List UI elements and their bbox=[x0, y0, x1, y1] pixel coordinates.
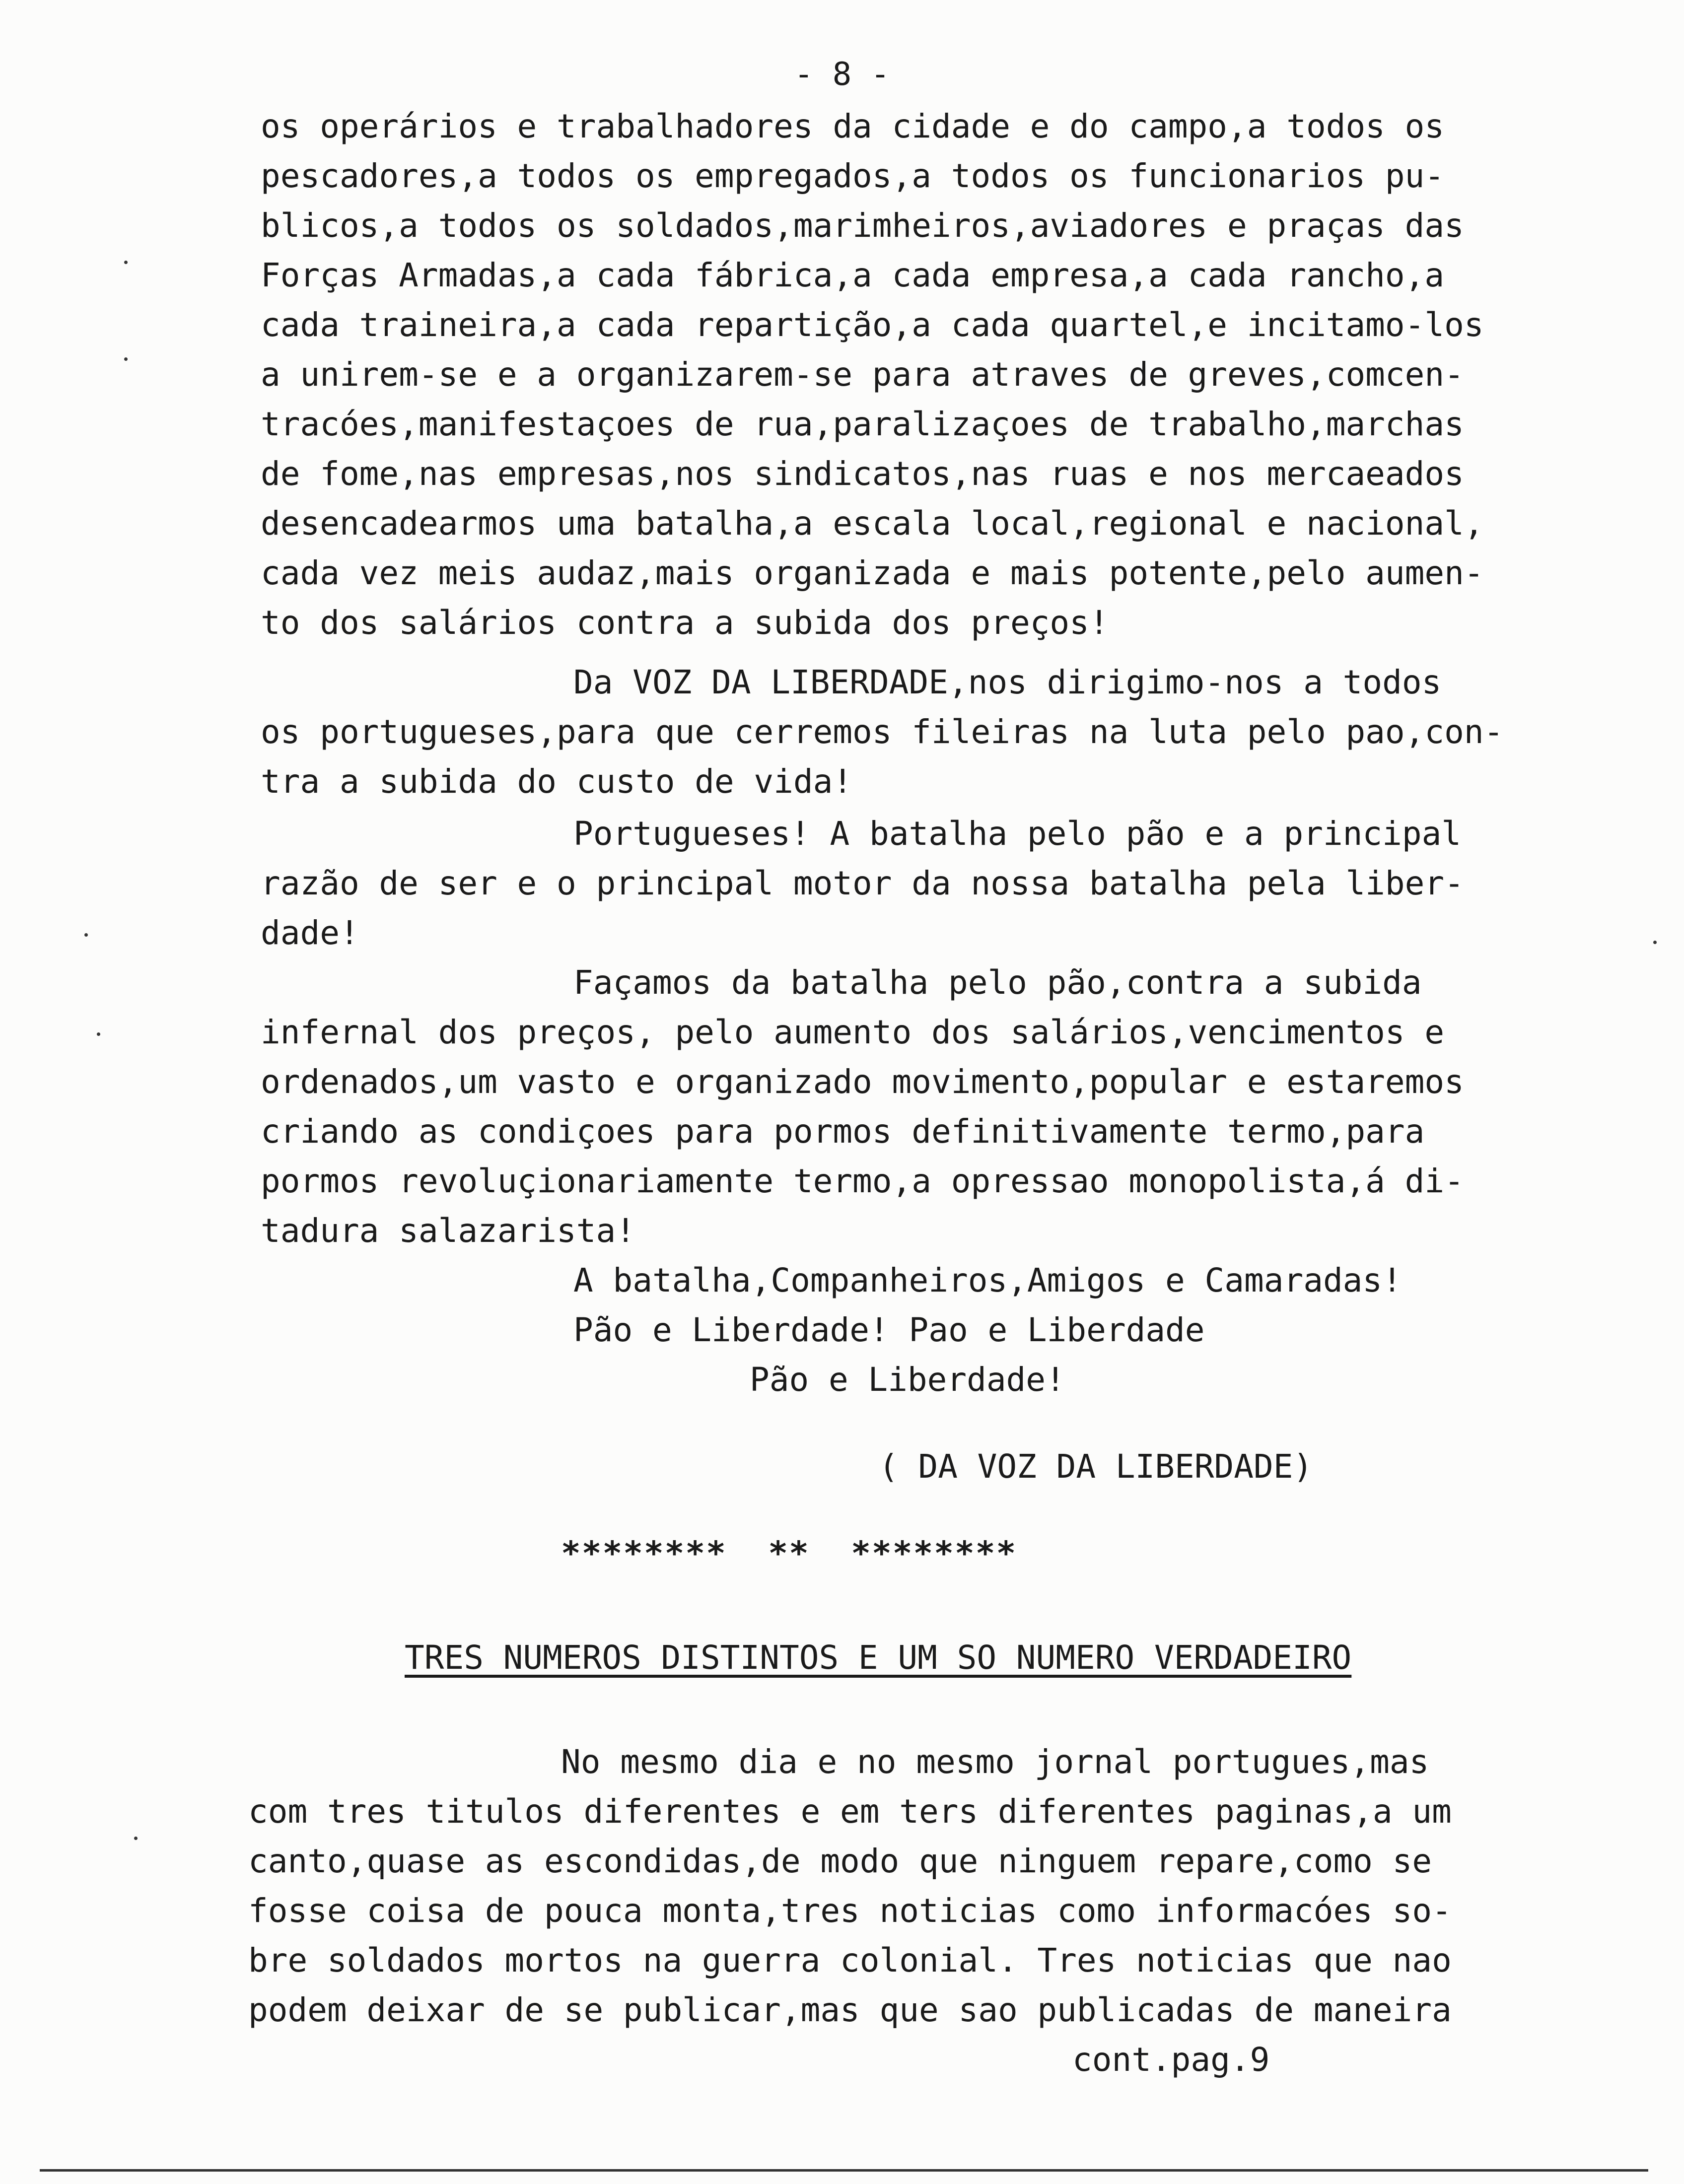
page-number: - 8 - bbox=[794, 56, 890, 93]
text-line: infernal dos preços, pelo aumento dos salários,vencimentos e bbox=[261, 1013, 1445, 1051]
text-line: cada vez meis audaz,mais organizada e mais potente,pelo aumen- bbox=[261, 554, 1484, 592]
separator-stars: ******** ** ******** bbox=[561, 1534, 1017, 1572]
text-line: Pão e Liberdade! Pao e Liberdade bbox=[573, 1311, 1205, 1349]
text-line: bre soldados mortos na guerra colonial. Tres noticias que nao bbox=[248, 1941, 1452, 1979]
signature: ( DA VOZ DA LIBERDADE) bbox=[879, 1447, 1313, 1486]
closing-slogans bbox=[261, 1256, 1502, 1405]
text-line: tracóes,manifestaçoes de rua,paralizaçoes de trabalho,marchas bbox=[261, 405, 1464, 443]
text-line: blicos,a todos os soldados,marimheiros,aviadores e praças das bbox=[261, 206, 1464, 245]
paragraph-2 bbox=[261, 658, 1502, 807]
text-line: Pão e Liberdade! bbox=[750, 1361, 1065, 1399]
text-line: de fome,nas empresas,nos sindicatos,nas ruas e nos mercaeados bbox=[261, 455, 1464, 493]
text-line: to dos salários contra a subida dos preços! bbox=[261, 604, 1109, 642]
text-line: Forças Armadas,a cada fábrica,a cada empresa,a cada rancho,a bbox=[261, 256, 1445, 294]
scan-speck bbox=[134, 1837, 138, 1840]
text-line: os operários e trabalhadores da cidade e do campo,a todos os bbox=[261, 107, 1445, 145]
paragraph-3 bbox=[261, 809, 1502, 958]
text-line: ordenados,um vasto e organizado movimento,popular e estaremos bbox=[261, 1063, 1464, 1101]
text-line: tra a subida do custo de vida! bbox=[261, 762, 853, 801]
continuation-note: cont.pag.9 bbox=[1072, 2041, 1270, 2079]
text-line: tadura salazarista! bbox=[261, 1212, 635, 1250]
text-line: os portugueses,para que cerremos fileiras na luta pelo pao,con- bbox=[261, 713, 1504, 751]
bottom-rule bbox=[40, 2169, 1648, 2172]
section-body bbox=[248, 1737, 1489, 2035]
text-line: dade! bbox=[261, 914, 359, 952]
text-line: canto,quase as escondidas,de modo que ninguem repare,como se bbox=[248, 1842, 1432, 1880]
text-line: A batalha,Companheiros,Amigos e Camaradas! bbox=[573, 1261, 1402, 1299]
text-line: Façamos da batalha pelo pão,contra a subida bbox=[573, 963, 1422, 1002]
text-line: pormos revoluçionariamente termo,a opressao monopolista,á di- bbox=[261, 1162, 1464, 1200]
text-line: cada traineira,a cada repartição,a cada quartel,e incitamo-los bbox=[261, 306, 1484, 344]
text-line: com tres titulos diferentes e em ters diferentes paginas,a um bbox=[248, 1792, 1452, 1831]
scan-speck bbox=[124, 261, 128, 264]
paragraph-4 bbox=[261, 958, 1502, 1256]
scan-speck bbox=[1653, 941, 1657, 944]
section-title: TRES NUMEROS DISTINTOS E UM SO NUMERO VERDADEIRO bbox=[405, 1638, 1352, 1677]
scan-speck bbox=[97, 1032, 100, 1036]
scan-speck bbox=[84, 933, 88, 937]
text-line: pescadores,a todos os empregados,a todos os funcionarios pu- bbox=[261, 157, 1445, 195]
text-line: a unirem-se e a organizarem-se para atraves de greves,comcen- bbox=[261, 355, 1464, 394]
scan-speck bbox=[124, 357, 128, 361]
text-line: desencadearmos uma batalha,a escala local,regional e nacional, bbox=[261, 504, 1484, 543]
text-line: Da VOZ DA LIBERDADE,nos dirigimo-nos a todos bbox=[573, 663, 1442, 701]
text-line: fosse coisa de pouca monta,tres noticias como informacóes so- bbox=[248, 1892, 1452, 1930]
text-line: criando as condiçoes para pormos definitivamente termo,para bbox=[261, 1112, 1425, 1151]
text-line: razão de ser e o principal motor da nossa batalha pela liber- bbox=[261, 864, 1464, 902]
paragraph-1 bbox=[261, 102, 1502, 648]
text-line: No mesmo dia e no mesmo jornal portugues,mas bbox=[561, 1743, 1429, 1781]
text-line: Portugueses! A batalha pelo pão e a principal bbox=[573, 815, 1462, 853]
text-line: podem deixar de se publicar,mas que sao publicadas de maneira bbox=[248, 1991, 1452, 2029]
